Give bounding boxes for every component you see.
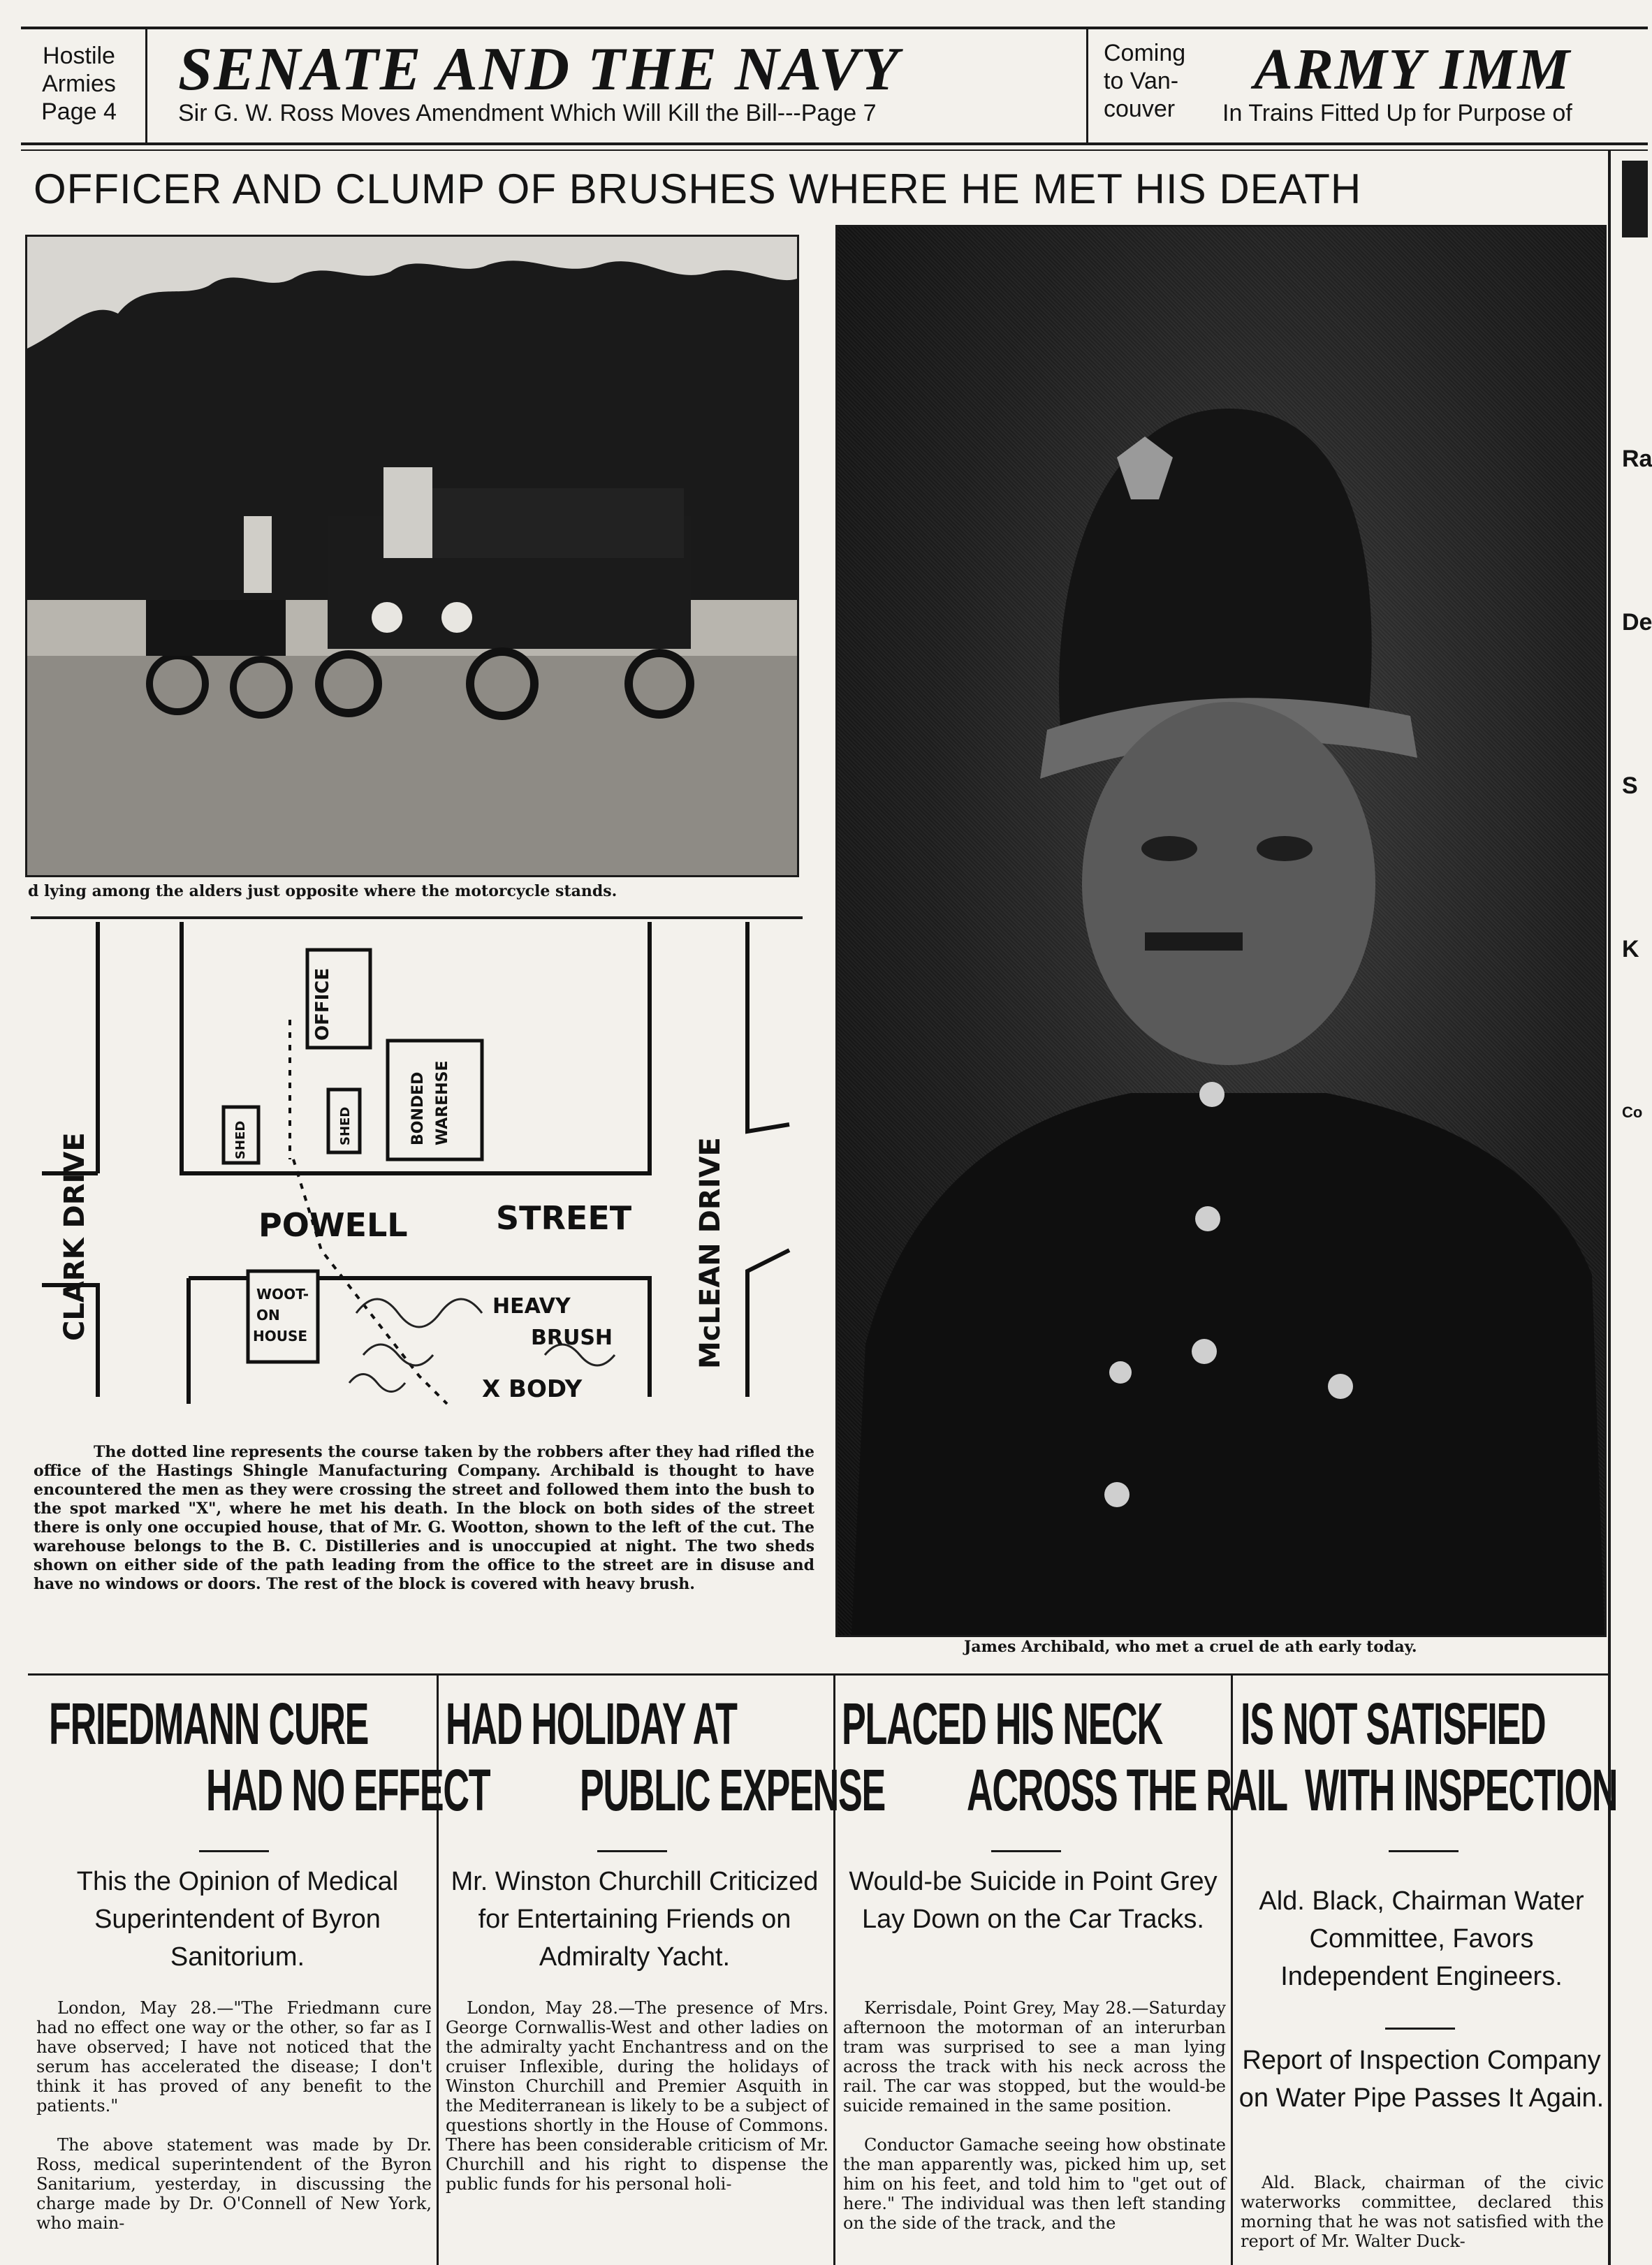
article-body: Ald. Black, chairman of the civic waterworks committee, declared this morning that he was not satisfied with the report of Mr. Walter Duck- — [1241, 2173, 1604, 2251]
article-deck: Ald. Black, Chairman Water Committee, Favors Independent Engineers. — [1259, 1886, 1584, 1991]
banner-headline[interactable]: SENATE AND THE NAVY — [178, 36, 900, 103]
map-label-mclean: McLEAN DRIVE — [694, 1137, 726, 1369]
article-headline: FRIEDMANN CURE — [49, 1691, 369, 1757]
right-edge-text: K — [1622, 936, 1639, 962]
article-headline: IS NOT SATISFIED — [1241, 1691, 1546, 1757]
left-teaser[interactable] — [27, 42, 131, 126]
article-body: Kerrisdale, Point Grey, May 28.—Saturday afternoon the motorman of an interurban tram was surprised to see a man lying across the track with his neck across the rail. The car was stopped, but the would-be suicide remained in the same position. — [843, 1998, 1226, 2116]
map-label-warehse: WAREHSE — [434, 1060, 451, 1145]
article-friedmann[interactable] — [28, 1680, 490, 2265]
article-deck: Mr. Winston Churchill Criticized for Entertaining Friends on Admiralty Yacht. — [451, 1867, 819, 1972]
article-holiday[interactable] — [440, 1680, 885, 2265]
right-edge-text: S — [1622, 772, 1638, 799]
article-headline: HAD HOLIDAY AT — [446, 1691, 737, 1757]
article-headline: PLACED HIS NECK — [842, 1691, 1162, 1757]
right-teaser-line: to Van- — [1104, 68, 1179, 94]
article-neck[interactable] — [838, 1680, 1287, 2265]
article-body: London, May 28.—The presence of Mrs. George Cornwallis-West and other ladies on the admiralty yacht Enchantress and on the cruiser Inflexible, during the holidays of Winston Churchill and Premier Asquith in the Mediterranean is likely to be a subject of questions shortly in the House of Commons. There has been considerable criticism of Mr. Churchill and his right to dispense the public funds for his personal holi- — [446, 1998, 828, 2194]
map-labels — [59, 968, 726, 1403]
article-body: Conductor Gamache seeing how obstinate the man apparently was, picked him up, set him on his feet, and told him to "get out of here." The individual was then left standing on the side of the track, and the — [843, 2135, 1226, 2233]
banner-subline[interactable]: Sir G. W. Ross Moves Amendment Which Will Kill the Bill---Page 7 — [178, 100, 877, 126]
article-deck-secondary: Report of Inspection Company on Water Pipe Passes It Again. — [1238, 2046, 1605, 2113]
article-headline: ACROSS THE RAIL — [967, 1757, 1287, 1823]
map-label-brush: BRUSH — [531, 1326, 613, 1350]
right-teaser[interactable] — [1104, 39, 1229, 123]
portrait-image — [838, 227, 1605, 1635]
article-headline: HAD NO EFFECT — [206, 1757, 490, 1823]
map-label-bonded: BONDED — [409, 1071, 427, 1145]
article-headline: PUBLIC EXPENSE — [580, 1757, 885, 1823]
right-edge-text: Co — [1622, 1104, 1643, 1121]
map-label-wootton: ON — [256, 1307, 280, 1324]
article-headline: WITH INSPECTION — [1305, 1757, 1618, 1823]
right-teaser-line: couver — [1104, 96, 1176, 122]
car-photo-image — [27, 237, 797, 875]
article-body: The above statement was made by Dr. Ross, medical superintendent of the Byron Sanitarium, yesterday, in discussing the charge made by Dr. O'Connell of New York, who main- — [36, 2135, 432, 2233]
right-banner-headline[interactable]: ARMY IMM — [1254, 37, 1572, 102]
map-label-street: STREET — [496, 1199, 632, 1237]
portrait-caption: James Archibald, who met a cruel de ath early today. — [964, 1638, 1417, 1656]
photo-section-headline[interactable]: OFFICER AND CLUMP OF BRUSHES WHERE HE MET HIS DEATH — [34, 166, 1362, 212]
map-label-wootton: HOUSE — [253, 1328, 308, 1344]
left-teaser-line: Page 4 — [41, 98, 117, 125]
map-label-shed-2: SHED — [338, 1106, 353, 1145]
street-map — [28, 922, 817, 1439]
map-label-shed-1: SHED — [233, 1120, 248, 1159]
right-edge-text: De — [1622, 609, 1652, 636]
map-caption: The dotted line represents the course taken by the robbers after they had rifled the office of the Hastings Shingle Manufacturing Company. Archibald is thought to have encountered the men as they were crossing the street and followed them into the bush to the spot marked "X", where he met his death. In the block on both sides of the street there is only one occupied house, that of Mr. G. Wootton, shown to the left of the cut. The warehouse belongs to the B. C. Distilleries and is unoccupied at night. The two sheds shown on either side of the path leading from the office to the street are in disuse and have no windows or doors. The rest of the block is covered with heavy brush. — [34, 1443, 814, 1593]
article-inspection[interactable] — [1235, 1680, 1618, 2265]
car-photo — [25, 235, 799, 877]
map-label-body: X BODY — [482, 1375, 583, 1403]
right-column-fragment — [1622, 161, 1648, 237]
portrait-photo — [835, 225, 1607, 1637]
right-teaser-line: Coming — [1104, 40, 1186, 66]
map-label-powell: POWELL — [258, 1206, 408, 1244]
article-deck: Would-be Suicide in Point Grey Lay Down on the Car Tracks. — [849, 1867, 1218, 1934]
right-banner-subline[interactable]: In Trains Fitted Up for Purpose of — [1222, 100, 1572, 126]
map-label-wootton: WOOT- — [256, 1286, 309, 1303]
map-label-office: OFFICE — [312, 967, 333, 1041]
left-teaser-line: Hostile — [43, 43, 115, 69]
car-photo-caption: d lying among the alders just opposite where the motorcycle stands. — [28, 882, 617, 900]
article-deck: This the Opinion of Medical Superintendent of Byron Sanitorium. — [76, 1867, 399, 1972]
article-body: London, May 28.—"The Friedmann cure had no effect one way or the other, so far as I have observed; I have not noticed that the serum has accelerated the disease; I don't think it has proved of any benefit to the patients." — [36, 1998, 432, 2116]
right-edge-text: Ra — [1622, 446, 1652, 472]
left-teaser-line: Armies — [42, 71, 116, 97]
right-edge-fragments — [1622, 446, 1652, 1124]
map-label-heavy: HEAVY — [492, 1294, 571, 1319]
map-label-clark: CLARK DRIVE — [59, 1132, 91, 1341]
